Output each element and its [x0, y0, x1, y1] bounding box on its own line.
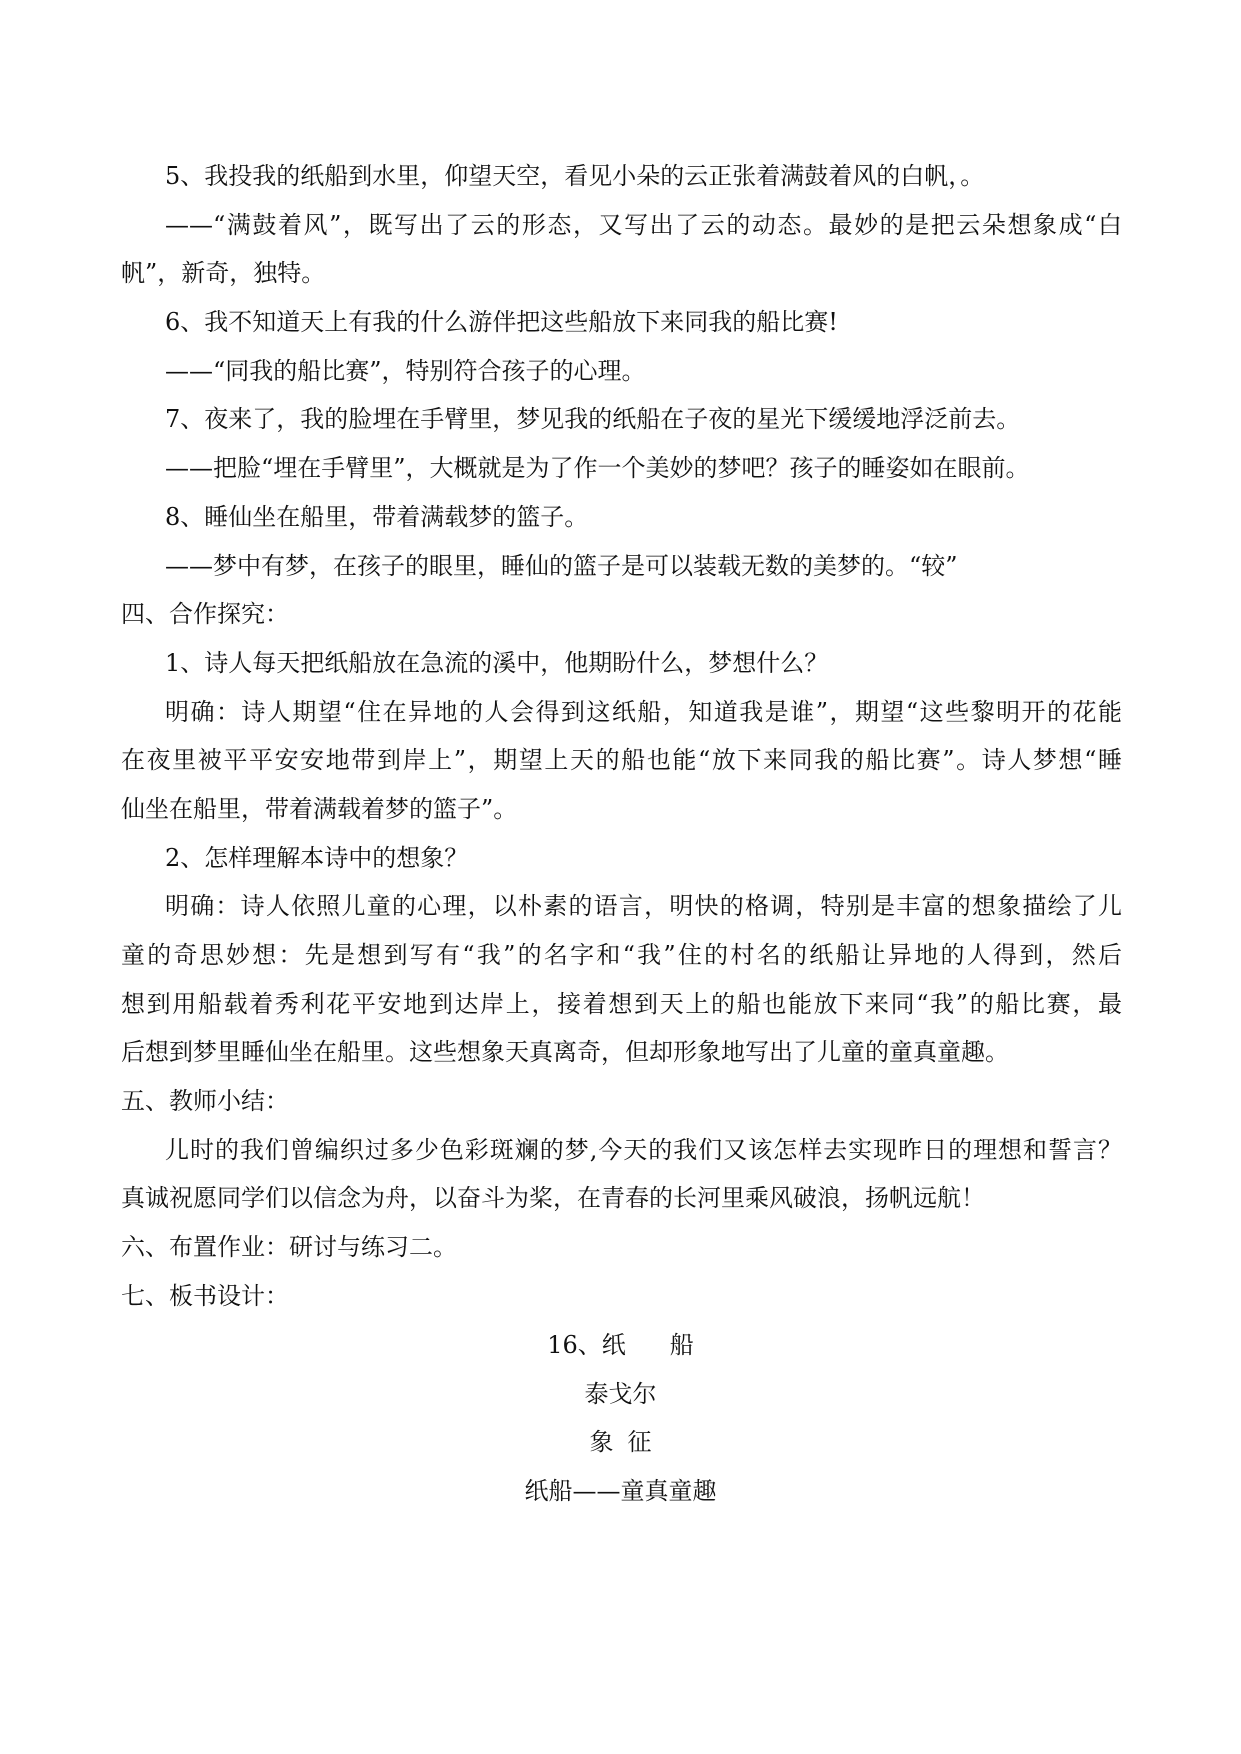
text-line: 想到用船载着秀利花平安地到达岸上，接着想到天上的船也能放下来同“我”的船比赛，最	[121, 989, 1122, 1018]
board-design	[0, 1321, 1241, 1516]
board-theme: 纸船——童真童趣	[524, 1477, 717, 1506]
board-symbol-a: 象	[589, 1428, 614, 1457]
text-line: 明确：诗人期望“住在异地的人会得到这纸船，知道我是谁”，期望“这些黎明开的花能	[165, 697, 1122, 726]
text-line: 六、布置作业：研讨与练习二。	[121, 1233, 457, 1262]
text-line: ——梦中有梦，在孩子的眼里，睡仙的篮子是可以装载无数的美梦的。“较”	[165, 551, 958, 580]
text-line: 1、诗人每天把纸船放在急流的溪中，他期盼什么，梦想什么？	[165, 648, 829, 677]
text-line: ——“同我的船比赛”，特别符合孩子的心理。	[165, 356, 646, 385]
text-line: 四、合作探究：	[121, 600, 289, 629]
text-line: 8、睡仙坐在船里，带着满载梦的篮子。	[165, 502, 589, 531]
text-line: 7、夜来了，我的脸埋在手臂里，梦见我的纸船在子夜的星光下缓缓地浮泛前去。	[165, 405, 1021, 434]
text-line: 6、我不知道天上有我的什么游伴把这些船放下来同我的船比赛!	[165, 308, 838, 337]
text-line: 童的奇思妙想：先是想到写有“我”的名字和“我”住的村名的纸船让异地的人得到，然后	[121, 941, 1122, 969]
text-line: ——把脸“埋在手臂里”，大概就是为了作一个美妙的梦吧？孩子的睡姿如在眼前。	[165, 454, 1030, 483]
text-line: 明确：诗人依照儿童的心理，以朴素的语言，明快的格调，特别是丰富的想象描绘了儿	[165, 892, 1122, 921]
text-line: ——“满鼓着风”，既写出了云的形态，又写出了云的动态。最妙的是把云朵想象成“白	[165, 210, 1122, 239]
text-line: 五、教师小结：	[121, 1087, 289, 1116]
text-line: 2、怎样理解本诗中的想象？	[165, 843, 469, 872]
text-line: 在夜里被平平安安地带到岸上”，期望上天的船也能“放下来同我的船比赛”。诗人梦想“睡	[121, 746, 1122, 775]
board-symbol-b: 征	[627, 1428, 652, 1457]
board-author: 泰戈尔	[584, 1379, 657, 1408]
text-line: 真诚祝愿同学们以信念为舟，以奋斗为桨，在青春的长河里乘风破浪，扬帆远航！	[121, 1184, 985, 1213]
board-title-end: 船	[669, 1331, 694, 1359]
text-line: 儿时的我们曾编织过多少色彩斑斓的梦,今天的我们又该怎样去实现昨日的理想和誓言？	[165, 1135, 1122, 1164]
text-line: 仙坐在船里，带着满载着梦的篮子”。	[121, 794, 518, 823]
text-line: 5、我投我的纸船到水里，仰望天空，看见小朵的云正张着满鼓着风的白帆，。	[165, 162, 985, 190]
board-title	[0, 1321, 1241, 1370]
text-line: 后想到梦里睡仙坐在船里。这些想象天真离奇，但却形象地写出了儿童的童真童趣。	[121, 1038, 1009, 1067]
text-line: 帆”，新奇，独特。	[121, 259, 326, 288]
board-symbol	[0, 1418, 1241, 1467]
board-title-number: 16、纸	[547, 1331, 626, 1359]
text-line: 七、板书设计：	[121, 1281, 289, 1310]
document-body	[121, 152, 1122, 1321]
